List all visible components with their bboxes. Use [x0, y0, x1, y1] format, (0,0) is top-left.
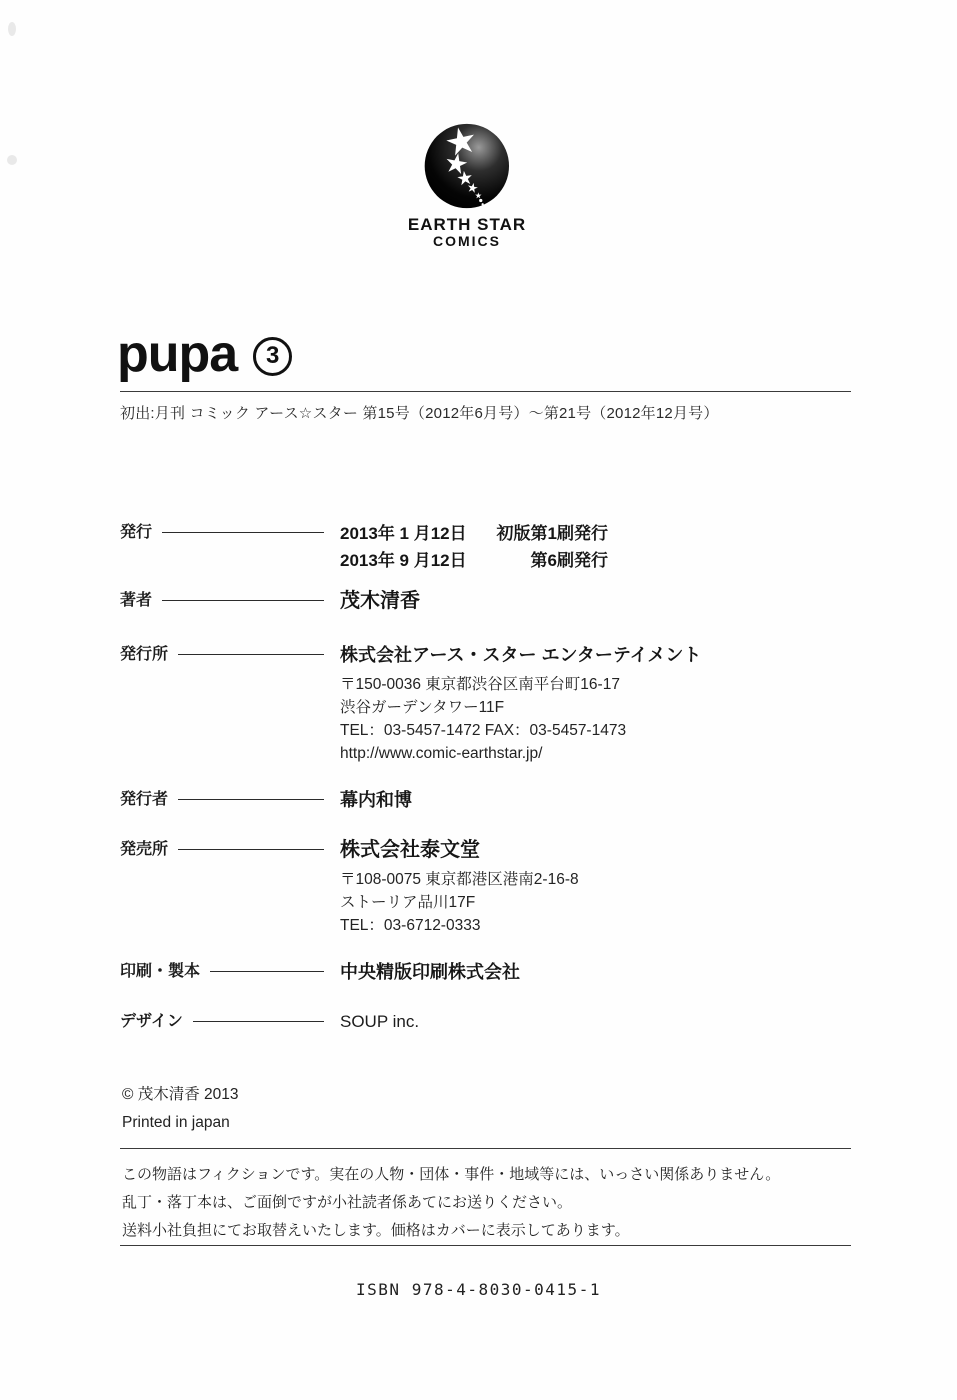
row-label: 発行者 [120, 791, 169, 808]
row-label: 著者 [120, 592, 153, 609]
logo-text-earth-star: EARTH STAR [407, 215, 527, 234]
publication-date-line [340, 547, 608, 574]
divider-under-title [120, 391, 851, 392]
divider-above-notice [120, 1148, 851, 1149]
notice-line-defective: 乱丁・落丁本は、ご面倒ですが小社読者係あてにお送りください。 [122, 1194, 573, 1211]
divider-below-notice [120, 1245, 851, 1246]
publication-date: 2013年 9 月12日 [340, 551, 467, 570]
row-distributor [120, 837, 851, 937]
publisher-address: 〒150-0036 東京都渋谷区南平台町16-17 [340, 676, 620, 693]
leader-line [178, 799, 324, 800]
isbn-number: ISBN 978-4-8030-0415-1 [356, 1280, 601, 1299]
leader-line [162, 532, 324, 533]
scan-artifact [7, 155, 17, 165]
author-name: 茂木清香 [340, 590, 420, 612]
publication-date-line [340, 520, 608, 547]
leader-line [178, 654, 324, 655]
earth-star-logo [408, 120, 526, 249]
row-publishing-director [120, 787, 851, 815]
publisher-url: http://www.comic-earthstar.jp/ [340, 745, 543, 762]
row-printing [120, 959, 851, 987]
leader-line [193, 1021, 324, 1022]
publisher-name: 株式会社アース・スター エンターテイメント [340, 645, 702, 665]
distributor-building: ストーリア品川17F [340, 894, 476, 911]
title-text: pupa [117, 325, 238, 383]
notice-line-replacement: 送料小社負担にてお取替えいたします。価格はカバーに表示してあります。 [122, 1222, 630, 1239]
row-label: 発売所 [120, 841, 169, 858]
publication-edition: 第6刷発行 [530, 551, 608, 570]
row-publisher [120, 642, 851, 765]
publication-date: 2013年 1 月12日 [340, 524, 467, 543]
publishing-director-name: 幕内和博 [340, 790, 412, 810]
logo-text-comics: COMICS [432, 233, 501, 249]
leader-line [210, 971, 324, 972]
row-label: 印刷・製本 [120, 963, 201, 980]
leader-line [178, 849, 324, 850]
earth-star-globe-icon [421, 120, 513, 212]
legal-notice [122, 1163, 842, 1247]
publisher-phone: TEL：03-5457-1472 FAX：03-5457-1473 [340, 722, 627, 739]
printer-name: 中央精版印刷株式会社 [340, 962, 520, 982]
scan-artifact [8, 22, 16, 36]
row-publication [120, 520, 851, 574]
serialization-note: 初出:月刊 コミック アース☆スター 第15号（2012年6月号）～第21号（2012年12月号） [120, 405, 719, 422]
row-author [120, 588, 851, 616]
colophon-table [120, 520, 851, 1036]
notice-line-fiction: この物語はフィクションです。実在の人物・団体・事件・地域等には、いっさい関係ありません。 [122, 1166, 781, 1183]
volume-number-badge: 3 [253, 337, 292, 376]
printed-in-note: Printed in japan [122, 1114, 230, 1131]
row-label: デザイン [120, 1013, 183, 1030]
distributor-name: 株式会社泰文堂 [340, 839, 480, 861]
designer-name: SOUP inc. [340, 1012, 420, 1031]
distributor-phone: TEL：03-6712-0333 [340, 917, 481, 934]
row-label: 発行所 [120, 646, 169, 663]
copyright-notice: © 茂木清香 2013 [122, 1086, 239, 1103]
book-title [117, 325, 292, 383]
row-design [120, 1009, 851, 1036]
distributor-address: 〒108-0075 東京都港区港南2-16-8 [340, 871, 579, 888]
row-label: 発行 [120, 524, 153, 541]
publication-edition: 初版第1刷発行 [496, 524, 608, 543]
publisher-building: 渋谷ガーデンタワー11F [340, 699, 505, 716]
leader-line [162, 600, 324, 601]
